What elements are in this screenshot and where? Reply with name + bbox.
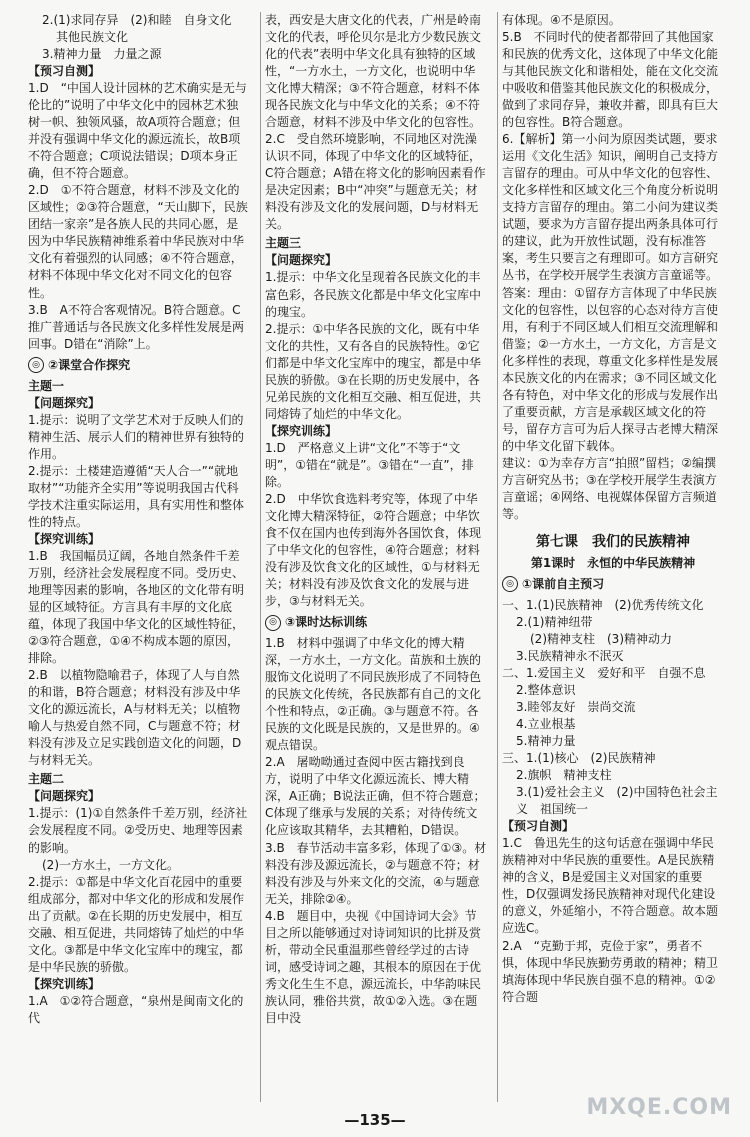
answer-text: 5.B 不同时代的使者都带回了其他国家和民族的优秀文化，这体现了中华文化能与其他民族文化和谐相处，能在文化交流中吸收和借鉴其他民族文化的积极成分，做到了求同存异，兼收并蓄，即具有巨大的包容性。B符合题意。 — [502, 30, 719, 130]
section-heading — [265, 614, 487, 631]
column-right — [497, 12, 728, 1102]
answer-text: 5.精神力量 — [516, 734, 576, 749]
answer-text: 1.A ①②符合题意，“泉州是闽南文化的代 — [28, 993, 244, 1025]
answer-text: 2.提示：土楼建造遵循“天人合一”“就地取材”“功能齐全实用”等说明我国古代科学技术注重实际运用，具有实用性和整体性的特点。 — [28, 463, 245, 529]
answer-text: 1.D “中国人设计园林的艺术确实是无与伦比的”说明了中华文化中的园林艺术独树一帜、独领风骚，故A项符合题意；但并没有强调中华文化的源远流长，故B项不符合题意；C项说法错误；D项本身正确，但不符合题意。 — [28, 81, 247, 181]
answer-text: 1.D 严格意义上讲“文化”不等于“文明”，①错在“就是”。③错在“一直”，排除。 — [265, 440, 474, 489]
answer-text: 三、1.(1)核心 (2)民族精神 — [502, 751, 656, 766]
answer-text: 6.【解析】第一小问为原因类试题，要求运用《文化生活》知识，阐明自己支持方言留存的理由。可从中华文化的包容性、文化多样性和区域文化三个角度分析说明支持方言留存的理由。第二小问为建议类试题，要求为方言留存提出两条具体可行的建议，此为开放性试题，没有标准答案，考生只要言之有理即可。如方言研究丛书，在学校开展学生表演方言童谣等。 — [502, 132, 719, 283]
topic-label: 主题二 — [28, 772, 65, 787]
answer-text: 1.B 我国幅员辽阔，各地自然条件千差万别，经济社会发展程度不同。受历史、地理等因素的影响，各地区的文化带有明显的区域特征。方言具有丰厚的文化底蕴，体现了我国中华文化的区域性特征，②③符合题意，①④不构成本题的原因，排除。 — [28, 548, 245, 666]
answer-text: 答案：理由：①留存方言体现了中华民族文化的包容性，以包容的心态对待方言使用，有利于不同区域人们相互交流理解和借鉴；②一方水土，一方文化，方言是文化多样性的表现，尊重文化多样性是发展本民族文化的内在需求；③不同区域文化各有特色，对中华文化的形成与发展作出了重要贡献，方言是承载区域文化的符号，留存方言可为后人探寻古老博大精深的中华文化留下载体。 — [502, 285, 719, 453]
answer-text: 3.B A不符合客观情况。B符合题意。C推广普通话与各民族文化多样性发展是两回事。D错在“消除”上。 — [28, 302, 245, 351]
answer-text: 3.B 春节活动丰富多彩，体现了①③。材料没有涉及源远流长，②与题意不符；材料没有涉及与外来文化的交流，④与题意无关，排除②④。 — [265, 840, 487, 906]
subsection-label: 【预习自测】 — [28, 64, 101, 79]
answer-text: 2.D ①不符合题意，材料不涉及文化的区域性；②③符合题意，“天山脚下，民族团结一家亲”是各族人民的共同心愿，是因为中华民族精神维系着中华民族对中华文化有着强烈的认同感；④不符合题意，材料不体现中华文化对不同文化的包容性。 — [28, 183, 248, 300]
subsection-label: 【探究训练】 — [28, 976, 101, 991]
section-heading-text: ②课堂合作探究 — [48, 357, 131, 372]
answer-text: 2.(1)精神纽带 — [516, 614, 593, 629]
section-badge-icon: ◎ — [28, 357, 44, 373]
section-badge-icon: ◎ — [502, 576, 518, 592]
answer-text: 2.A 屠呦呦通过查阅中医古籍找到良方，说明了中华文化源远流长、博大精深，A正确；B说法正确，但不符合题意；C体现了继承与发展的关系；对待传统文化应该取其精华，去其糟粕，D错误。 — [265, 755, 486, 838]
answer-text: (2)一方水土，一方文化。 — [42, 857, 179, 872]
subsection-label: 【问题探究】 — [28, 395, 101, 410]
answer-text: 其他民族文化 — [56, 30, 129, 45]
lesson-title: 第1课时 永恒的中华民族精神 — [530, 555, 696, 570]
subsection-label: 【探究训练】 — [265, 423, 338, 438]
answer-text: 2.(1)求同存异 (2)和睦 自身文化 — [42, 13, 232, 27]
answer-text: 3.睦邻友好 崇尚交流 — [516, 700, 636, 715]
answer-text: 1.B 材料中强调了中华文化的博大精深，一方水土，一方文化。苗族和土族的服饰文化说明了不同民族形成了不同特色的民族文化传统，各民族都有自己的文化个性和特点，②正确。③与题意不符。各民族的文化既是民族的，又是世界的。④观点错误。 — [265, 636, 482, 753]
answer-text: 2.A “克勤于邦，克俭于家”，勇者不惧，体现中华民族勤劳勇敢的精神；精卫填海体现中华民族自强不息的精神。①②符合题 — [502, 938, 719, 1004]
answer-text: 二、1.爱国主义 爱好和平 自强不息 — [502, 666, 706, 680]
answer-text: 3.民族精神永不泯灭 — [516, 648, 624, 663]
answer-text: 2.D 中华饮食选料考究等，体现了中华文化博大精深特征，②符合题意；中华饮食不仅在国内也传到海外各国饮食，体现了中华文化的包容性，④符合题意；材料没有涉及饮食文化的区域性，①与材料无关；材料没有涉及饮食文化的发展与进步，③与材料无关。 — [265, 491, 482, 609]
column-middle — [260, 12, 491, 1102]
answer-text: 表，西安是大唐文化的代表，广州是岭南文化的代表，呼伦贝尔是北方少数民族文化的代表”表明中华文化具有独特的区域性，“一方水土，一方文化，也说明中华文化博大精深；③不符合题意，材料不体现各民族文化与中华文化的关系；④不符合题意，材料不涉及中华文化的包容性。 — [265, 13, 482, 130]
answer-text: 1.提示：中华文化呈现着各民族文化的丰富色彩，各民族文化都是中华文化宝库中的瑰宝。 — [265, 270, 482, 319]
section-heading-text: ①课前自主预习 — [522, 576, 605, 591]
answer-text: 4.B 题目中，央视《中国诗词大会》节目之所以能够通过对诗词知识的比拼及赏析，带动全民重温那些曾经学过的古诗词，感受诗词之趣，其根本的原因在于优秀文化生生不息，源远流长，中华韵味民族认同，雅俗共赏，故①②入选。③在题目中没 — [265, 908, 482, 1025]
answer-text: (2)精神支柱 (3)精神动力 — [530, 631, 672, 646]
chapter-title: 第七课 我们的民族精神 — [536, 533, 690, 550]
topic-label: 主题三 — [265, 236, 302, 251]
answer-text: 2.整体意识 — [516, 683, 576, 698]
answer-text: 2.提示：①中华各民族的文化，既有中华文化的共性，又有各自的民族特性。②它们都是中华文化宝库中的瑰宝，都是中华民族的骄傲。③在长期的历史发展中，各兄弟民族的文化相互交融、相互促进，共同熔铸了灿烂的中华文化。 — [265, 321, 482, 421]
topic-label: 主题一 — [28, 378, 65, 393]
answer-page — [24, 12, 728, 1102]
answer-text: 3.(1)爱社会主义 (2)中国特色社会主义 祖国统一 — [516, 785, 718, 817]
answer-text: 2.旗帜 精神支柱 — [516, 768, 612, 783]
answer-text: 2.B 以植物隐喻君子，体现了人与自然的和谐，B符合题意；材料没有涉及中华文化的源远流长，A与材料无关；以植物喻人与热爱自然不同，C与题意不符；材料没有涉及立足实践创造文化的问题，D与材料无关。 — [28, 668, 242, 768]
answer-text: 1.提示：(1)①自然条件千差万别，经济社会发展程度不同。②受历史、地理等因素的影响。 — [28, 806, 248, 855]
answer-text: 2.C 受自然环境影响，不同地区对洗澡认识不同，体现了中华文化的区域特征，C符合题意；A错在将文化的影响因素看作是决定因素；B中“冲突”与题意无关；材料没有涉及文化的发展问题，D与材料无关。 — [265, 132, 486, 232]
answer-text: 一、1.(1)民族精神 (2)优秀传统文化 — [502, 597, 704, 612]
section-heading — [502, 576, 724, 593]
answer-text: 1.C 鲁迅先生的这句话意在强调中华民族精神对中华民族的重要性。A是民族精神的含义，B是爱国主义对国家的重要性，D仅强调发扬民族精神对现代化建设的意义，外延缩小，不符合题意。故本题应选C。 — [502, 836, 719, 936]
answer-text: 1.提示：说明了文学艺术对于反映人们的精神生活、展示人们的精神世界有独特的作用。 — [28, 412, 245, 461]
answer-text: 建议：①为幸存方言“拍照”留档；②编撰方言研究丛书；③在学校开展学生表演方言童谣；④网络、电视媒体保留方言频道等。 — [502, 455, 717, 521]
answer-text: 2.提示：①都是中华文化百花园中的重要组成部分，都对中华文化的形成和发展作出了贡献。②在长期的历史发展中，相互交融、相互促进，共同熔铸了灿烂的中华文化。③都是中华文化宝库中的瑰宝，都是中华民族的骄傲。 — [28, 874, 245, 974]
subsection-label: 【问题探究】 — [265, 253, 338, 268]
answer-text: 3.精神力量 力量之源 — [42, 47, 162, 62]
subsection-label: 【预习自测】 — [502, 819, 575, 834]
answer-text: 4.立业根基 — [516, 717, 576, 732]
section-heading-text: ③课时达标训练 — [285, 615, 368, 630]
section-heading — [28, 357, 250, 374]
subsection-label: 【探究训练】 — [28, 531, 101, 546]
watermark-logo: MXQE.COM — [586, 1095, 732, 1120]
answer-text: 有体现。④不是原因。 — [502, 13, 621, 27]
section-badge-icon: ◎ — [265, 615, 281, 631]
page-number: —135— — [344, 1111, 406, 1129]
subsection-label: 【问题探究】 — [28, 789, 101, 804]
column-left — [24, 12, 254, 1102]
